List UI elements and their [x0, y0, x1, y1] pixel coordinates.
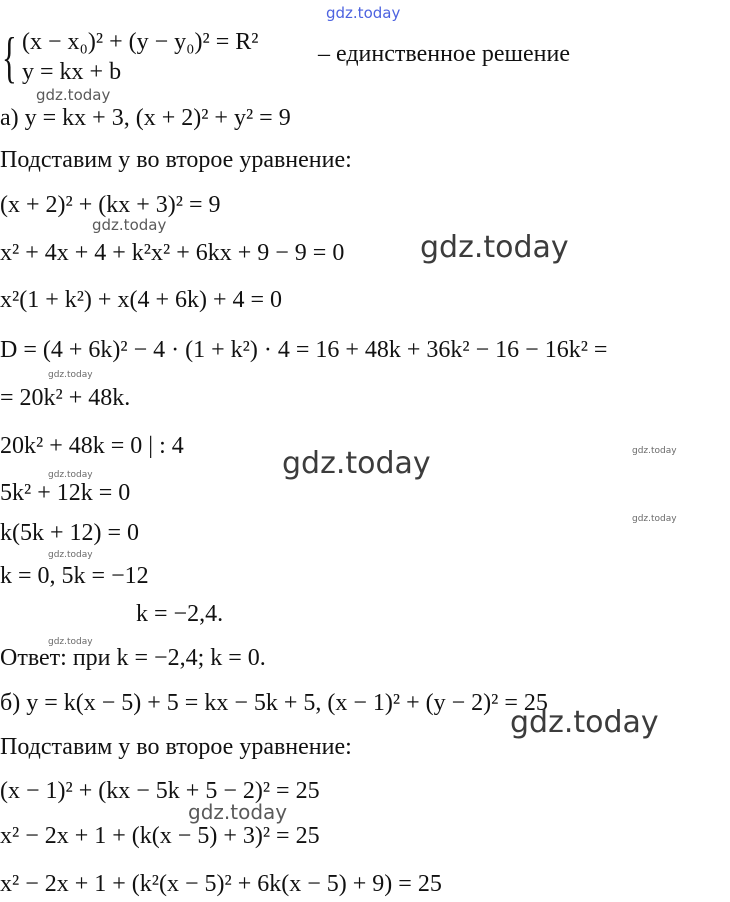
system-equation-circle: (x − x₀)² + (y − y₀)² = R² — [22, 29, 259, 55]
equation-a3: x²(1 + k²) + x(4 + 6k) + 4 = 0 — [0, 287, 283, 313]
watermark-large: gdz.today — [420, 230, 569, 265]
equation-a2: x² + 4x + 4 + k²x² + 6kx + 9 − 9 = 0 — [0, 240, 345, 266]
root-value: k = −2,4. — [136, 601, 224, 627]
watermark-small: gdz.today — [48, 370, 93, 380]
answer-a: Ответ: при k = −2,4; k = 0. — [0, 645, 266, 671]
substitute-text-a: Подставим y во второе уравнение: — [0, 147, 352, 173]
roots-line: k = 0, 5k = −12 — [0, 563, 149, 589]
system-brace: { — [2, 27, 17, 89]
part-a-condition: а) y = kx + 3, (x + 2)² + y² = 9 — [0, 105, 291, 131]
system-equation-line: y = kx + b — [22, 59, 122, 85]
equation-a4: 20k² + 48k = 0 | : 4 — [0, 433, 184, 459]
watermark-small: gdz.today — [632, 514, 677, 524]
substitute-text-b: Подставим y во второе уравнение: — [0, 734, 352, 760]
watermark-small: gdz.today — [632, 446, 677, 456]
discriminant-line: D = (4 + 6k)² − 4 · (1 + k²) · 4 = 16 + 48k + 36k² − 16 − 16k² = — [0, 337, 608, 363]
equation-b3: x² − 2x + 1 + (k²(x − 5)² + 6k(x − 5) + 9) = 25 — [0, 871, 442, 897]
watermark-small: gdz.today — [48, 637, 93, 647]
watermark: gdz.today — [36, 86, 111, 104]
watermark-small: gdz.today — [48, 470, 93, 480]
watermark: gdz.today — [188, 800, 288, 824]
watermark-top: gdz.today — [326, 4, 401, 22]
equation-a5: 5k² + 12k = 0 — [0, 480, 131, 506]
discriminant-result: = 20k² + 48k. — [0, 385, 131, 411]
watermark-large: gdz.today — [510, 705, 659, 740]
equation-a1: (x + 2)² + (kx + 3)² = 9 — [0, 192, 221, 218]
watermark: gdz.today — [92, 216, 167, 234]
watermark-large: gdz.today — [282, 446, 431, 481]
equation-b2: x² − 2x + 1 + (k(x − 5) + 3)² = 25 — [0, 823, 320, 849]
equation-b1: (x − 1)² + (kx − 5k + 5 − 2)² = 25 — [0, 778, 320, 804]
part-b-condition: б) y = k(x − 5) + 5 = kx − 5k + 5, (x − 1)² + (y − 2)² = 25 — [0, 690, 548, 716]
system-note: – единственное решение — [318, 41, 570, 67]
equation-a6: k(5k + 12) = 0 — [0, 520, 140, 546]
watermark-small: gdz.today — [48, 550, 93, 560]
